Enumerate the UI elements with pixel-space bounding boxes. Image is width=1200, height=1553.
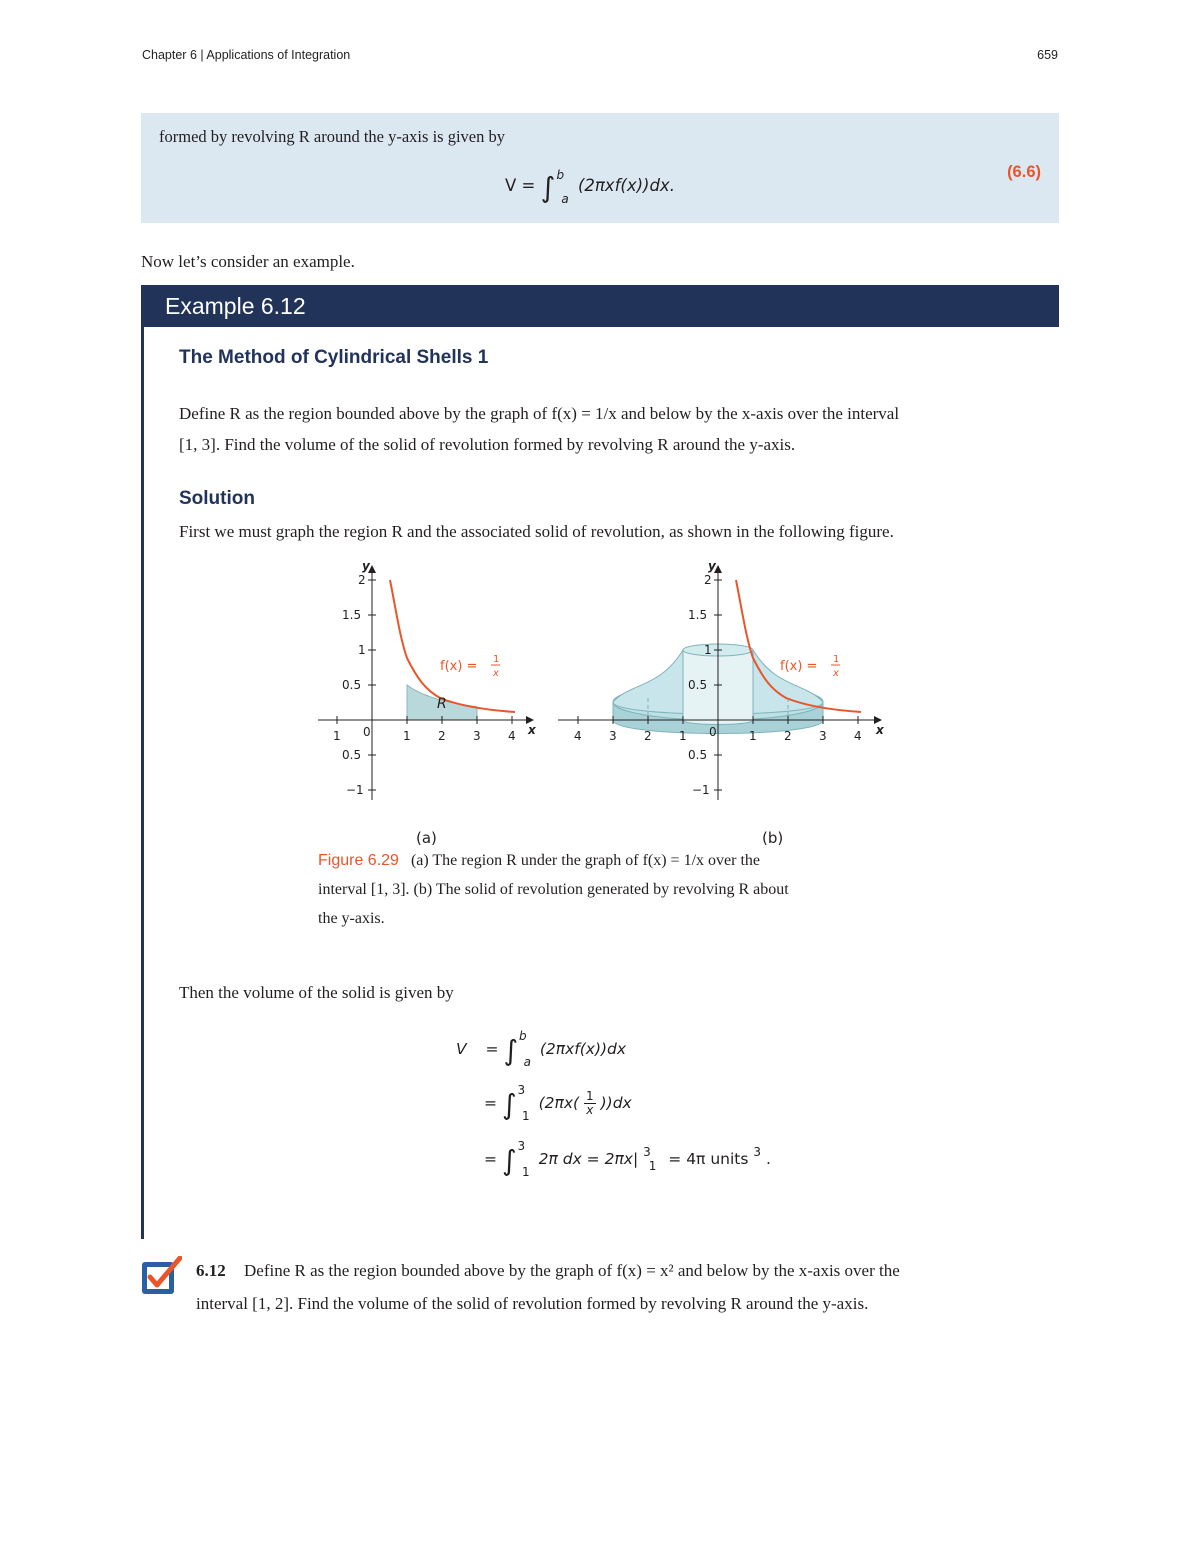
a-y-tick-neg0-5: 0.5: [342, 748, 362, 762]
page-number: 659: [1037, 48, 1058, 62]
a-y-tick-0-5: 0.5: [342, 678, 362, 692]
panel-a-label: (a): [416, 829, 437, 847]
eq2-equals: =: [484, 1094, 497, 1112]
theorem-box: [141, 113, 1059, 223]
chapter-title: Chapter 6 | Applications of Integration: [142, 48, 351, 62]
eq3-integral: ∫: [501, 1144, 517, 1177]
eq3-body-b: = 4π units: [668, 1150, 749, 1168]
b-func-num: 1: [833, 654, 840, 665]
eq2-upper: 3: [517, 1083, 526, 1097]
volume-intro: Then the volume of the solid is given by: [179, 983, 454, 1002]
caption-line-3: the y-axis.: [318, 910, 385, 927]
theorem-text: formed by revolving R around the y-axis is given by: [159, 127, 505, 146]
eq1-lower: a: [523, 1055, 531, 1069]
panel-a: [318, 559, 537, 847]
eq2-body-b: ))dx: [600, 1094, 632, 1112]
problem-statement: [179, 398, 1039, 460]
b-x-tick-0: 0: [709, 725, 717, 739]
b-x-tick-2: 2: [784, 729, 792, 743]
equation-lhs: V =: [505, 176, 536, 195]
panel-b-label: (b): [762, 829, 784, 847]
checkpoint-icon: [140, 1256, 182, 1296]
equation-body: (2πxf(x))dx.: [577, 176, 675, 195]
b-x-tick-neg3: 3: [609, 729, 617, 743]
problem-line-1: Define R as the region bounded above by the graph of f(x) = 1/x and below by the x-axis over the interval: [179, 404, 900, 423]
a-x-tick-0: 0: [363, 725, 371, 739]
eq3-upper: 3: [517, 1139, 526, 1153]
eq3-body-a: 2π dx = 2πx|: [538, 1150, 639, 1168]
eq3-end: .: [765, 1150, 771, 1168]
checkpoint-text-1: Define R as the region bounded above by the graph of f(x) = x² and below by the x-axis over the: [244, 1261, 900, 1280]
a-func-num: 1: [493, 654, 500, 665]
a-func-label: f(x) =: [440, 659, 478, 674]
a-x-axis-label: x: [528, 723, 536, 737]
eq3-eval-upper: 3: [643, 1145, 651, 1159]
b-func-label: f(x) =: [780, 659, 818, 674]
b-x-tick-3: 3: [819, 729, 827, 743]
b-y-tick-0-5: 0.5: [688, 678, 708, 692]
a-x-tick-1: 1: [403, 729, 411, 743]
eq3-equals: =: [484, 1150, 497, 1168]
b-y-tick-1-5: 1.5: [688, 608, 708, 622]
eq2-lower: 1: [522, 1109, 530, 1123]
caption-label: Figure 6.29: [318, 852, 399, 869]
b-y-axis-label: y: [708, 559, 716, 573]
example-left-rule: [141, 327, 144, 1239]
b-func-den: x: [833, 668, 839, 679]
eq1-upper: b: [519, 1029, 527, 1043]
eq2-fraction: [584, 1090, 596, 1117]
caption-line-1: [318, 846, 878, 875]
a-y-tick-2: 2: [358, 573, 366, 587]
checkpoint-line-2: interval [1, 2]. Find the volume of the solid of revolution formed by revolving R around the y-axis.: [196, 1294, 869, 1313]
equation-line-2: [484, 1082, 632, 1123]
equation-line-1: [456, 1028, 627, 1069]
caption-text-1: (a) The region R under the graph of f(x) = 1/x over the: [410, 852, 760, 869]
b-y-tick-1: 1: [704, 643, 712, 657]
a-region-label: R: [437, 696, 447, 712]
eq3-lower: 1: [522, 1165, 530, 1179]
eq2-frac-den: x: [586, 1103, 594, 1117]
a-x-tick-4: 4: [508, 729, 516, 743]
b-x-axis-label: x: [876, 723, 884, 737]
b-x-tick-neg4: 4: [574, 729, 582, 743]
integral-sign: ∫: [540, 171, 556, 204]
checkpoint-number: 6.12: [196, 1261, 226, 1280]
integral-upper: b: [556, 168, 565, 182]
a-y-tick-neg1: −1: [346, 783, 364, 797]
b-x-tick-1: 1: [749, 729, 757, 743]
integral-lower: a: [561, 192, 569, 206]
a-x-tick-3: 3: [473, 729, 481, 743]
a-y-tick-1-5: 1.5: [342, 608, 362, 622]
example-subtitle: The Method of Cylindrical Shells 1: [179, 347, 489, 368]
example-title: Example 6.12: [165, 293, 306, 319]
eq3-eval-lower: 1: [648, 1159, 657, 1173]
figure-caption: [318, 846, 878, 933]
b-y-tick-2: 2: [704, 573, 712, 587]
a-y-tick-1: 1: [358, 643, 366, 657]
b-x-tick-4: 4: [854, 729, 862, 743]
eq3-power: 3: [753, 1145, 762, 1159]
solution-text: First we must graph the region R and the associated solid of revolution, as shown in the following figure.: [179, 522, 894, 541]
figure-6-29: [300, 548, 900, 850]
eq1-integral: ∫: [503, 1034, 519, 1067]
eq2-body-a: (2πx(: [538, 1094, 580, 1112]
solution-heading: Solution: [179, 488, 255, 509]
example-header: [141, 285, 1059, 327]
equation-line-3: [484, 1138, 771, 1179]
a-y-axis-label: y: [362, 559, 370, 573]
b-y-tick-neg0-5: 0.5: [688, 748, 708, 762]
checkpoint-line-1: [196, 1254, 1046, 1287]
b-x-tick-neg2: 2: [644, 729, 652, 743]
eq1-lhs: V: [456, 1040, 467, 1058]
a-func-den: x: [493, 668, 499, 679]
panel-b: [558, 559, 885, 847]
eq2-frac-num: 1: [586, 1089, 594, 1103]
a-x-tick-neg1: 1: [333, 729, 341, 743]
b-x-tick-neg1: 1: [679, 729, 687, 743]
intro-text: Now let’s consider an example.: [141, 252, 355, 271]
b-y-tick-neg1: −1: [692, 783, 710, 797]
a-x-tick-2: 2: [438, 729, 446, 743]
eq1-body: (2πxf(x))dx: [539, 1040, 627, 1058]
checkpoint-text: [196, 1254, 1046, 1320]
equation-number: (6.6): [1007, 163, 1041, 181]
eq1-equals: =: [485, 1040, 499, 1058]
problem-line-2: [1, 3]. Find the volume of the solid of revolution formed by revolving R around the y-axis.: [179, 435, 796, 454]
eq2-integral: ∫: [501, 1088, 517, 1121]
theorem-equation: [505, 165, 675, 206]
caption-line-2: interval [1, 3]. (b) The solid of revolution generated by revolving R about: [318, 881, 789, 898]
